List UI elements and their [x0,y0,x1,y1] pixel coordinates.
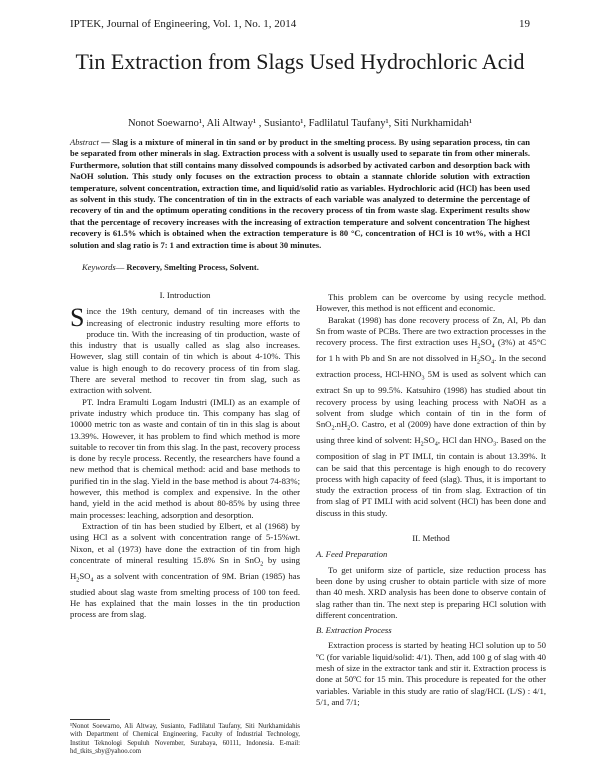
keywords: Keywords— Recovery, Smelting Process, Solvent. [82,262,259,272]
page-number: 19 [519,18,530,30]
left-column [70,290,300,621]
feed-preparation-heading: A. Feed Preparation [316,549,388,560]
method-paragraph-1: To get uniform size of particle, size reduction process has been done by using crusher to obtain particle with size of more than 40 mesh. XRD analysis has been done to observe contain of slag rather than tin. The next step is preparing HCl solution with different concentration. [316,564,546,620]
abstract: Abstract — Slag is a mixture of mineral in tin sand or by product in the smelting process. By using separation process, tin can be separated from other minerals in slag. Extraction process with a solvent is usually used to separate tin from other minerals. Furthermore, solution that still contains many dissolved compounds is adsorbed by activated carbon and desorption back with NaOH solution. This study only focuses on the extraction process to obtain a stannate chloride solution with extraction temperature, solvent concentration, extraction time, and liquid/solid ratio as variables. Hydrochloric acid (HCl) has been used as solvent in this study. The concentration of tin in the extracts of each variable was analyzed to determine the percentage of recovery of tin and the optimum operating conditions in the recovery process of tin from waste slag. Experiment results show that the percentage of recovery increases with the increasing of extraction temperature and solvent concentration The highest recovery is 61.5% which is obtained when the extraction temperature is 80 °C, concentration of HCl is 10 wt%, with a HCl solution and slag ratio is 7: 1 and extraction time is about 30 minutes. [70,137,531,250]
author-list: Nonot Soewarno¹, Ali Altway¹ , Susianto¹, Fadlilatul Taufany¹, Siti Nurkhamidah¹ [127,118,473,129]
introduction-heading: I. Introduction [159,290,211,300]
journal-citation: IPTEK, Journal of Engineering, Vol. 1, No. 1, 2014 [70,18,297,30]
running-header [70,18,530,32]
footnote-rule [70,719,110,720]
intro-paragraph-4: This problem can be overcome by using recycle method. However, this method is not efficent and economic. [316,292,546,314]
drop-cap: S [70,303,85,333]
extraction-process-heading: B. Extraction Process [316,625,392,636]
intro-paragraph-5: Barakat (1998) has done recovery process of Zn, Al, Pb dan Sn from waste of PCBs. There are two extraction processes in the recovery process. The first extraction uses $H_2SO_4$ (3%) at 45°C for 1 h with Pb and Sn are not dissolved in $H_2SO_4$. In the second extraction process, HCl-$HNO_3$ 5M is used as solvent which can extract Sn up to 99.5%. Katsuhiro (1998) has studied about tin recovery process by using leaching process with NaOH as a solvent from sludge which contain of tin in the form of $SnO_2.nH_2O$. Castro, et al (2009) have done extraction of thin by using three kind of solvent: $H_2SO_4$, HCl dan $HNO_3$. Based on the composition of slag in PT IMLI, tin contain is about 13.39%. It can be said that this percentage is high enough to do recovery process with high capacity of feed (slag). Thus, it is important to study the extraction process of tin from slag. Extraction of tin from slag of PT IMLI with acid solvent (HCl) has been done and discuss in this study. [316,314,547,518]
intro-paragraph-1: Since the 19th century, demand of tin increases with the increasing of electronic industry resulting more efforts to produce tin. With the increasing of tin production, waste of this industry that is usually called as slag also increases. However, slag still contain of tin which is about 4-10%. This value is high enough to do recovery process of tin from slag. There are several method to recover tin from slag, such as extraction with solvent. [70,303,300,396]
abstract-label: Abstract [70,137,99,147]
author-footnote: ¹Nonot Soewarno, Ali Altway, Susianto, Fadlilatul Taufany, Siti Nurkhamidahis with Department of Chemical Engineering, Faculty of Industrial Technology, Institut Teknologi Sepuluh November, Surabaya, 60111, Indonesia. E-mail: hd_tkits_sby@yahoo.com [70,723,300,756]
keywords-text: Recovery, Smelting Process, Solvent. [126,262,259,272]
intro-paragraph-2: PT. Indra Eramulti Logam Industri (IMLI) as an example of private industry which produce tin. This company has slag of 10000 metric ton as waste and contain of tin in this slag is about 13.39%. However, it has problem to find which method is more suitable to recover tin from this slag. In the past, recovery process is done by recyle process. Recently, the researchers have found a new method that is chemical method: acid and base methods to purified tin in the slag. Yield in the base method is about 74-83%; however, this method is complex and expensive. In the other hand, yield in the acid method is about 80-85% by using three main processes: leaching, adsorption and desorption. [70,396,300,520]
method-paragraph-2: Extraction process is started by heating HCl solution up to 50 ºC (for variable liquid/solid: 4/1). Then, add 100 g of slag with 40 mesh of size in the extractor tank and stir it. Extraction process is done at 50ºC for 15 min. This procedure is repeated for the other variables. Variable in this study are ratio of slag/HCL (L/S) : 4/1, 5/1, and 7/1; [316,640,546,707]
paper-title: Tin Extraction from Slags Used Hydrochloric Acid [75,49,525,74]
intro-paragraph-3: Extraction of tin has been studied by Elbert, et al (1968) by using HCl as a solvent with concentration range of 5-15%wt. Nixon, et al (1973) have done the extraction of tin from high concentrate of mineral resulting 15.8% Sn in SnO$_2$ by using $H_2SO_4$ as a solvent with concentration of 9M. Brian (1985) has studied about slag waste from smelting process of 100 ton feed. He has explained that the main losses in the tin production process are from slag. [70,520,300,620]
right-column [316,292,546,708]
keywords-label: Keywords [82,262,116,272]
method-heading: II. Method [412,533,450,544]
abstract-text: Slag is a mixture of mineral in tin sand or by product in the smelting process. By using separation process, tin can be separated from other minerals in slag. Extraction process with a solvent is usually used to separate tin from other minerals. Furthermore, solution that still contains many dissolved compounds is adsorbed by activated carbon and desorption back with NaOH solution. This study only focuses on the extraction process to obtain a stannate chloride solution with extraction temperature, solvent concentration, extraction time, and liquid/solid ratio as variables. Hydrochloric acid (HCl) has been used as solvent in this study. The concentration of tin in the extracts of each variable was analyzed to determine the percentage of recovery of tin and the optimum operating conditions in the recovery process of tin from waste slag. Experiment results show that the percentage of recovery increases with the increasing of extraction temperature and solvent concentration The highest recovery is 61.5% which is obtained when the extraction temperature is 80 °C, concentration of HCl is 10 wt%, with a HCl solution and slag ratio is 7: 1 and extraction time is about 30 minutes. [70,137,531,250]
